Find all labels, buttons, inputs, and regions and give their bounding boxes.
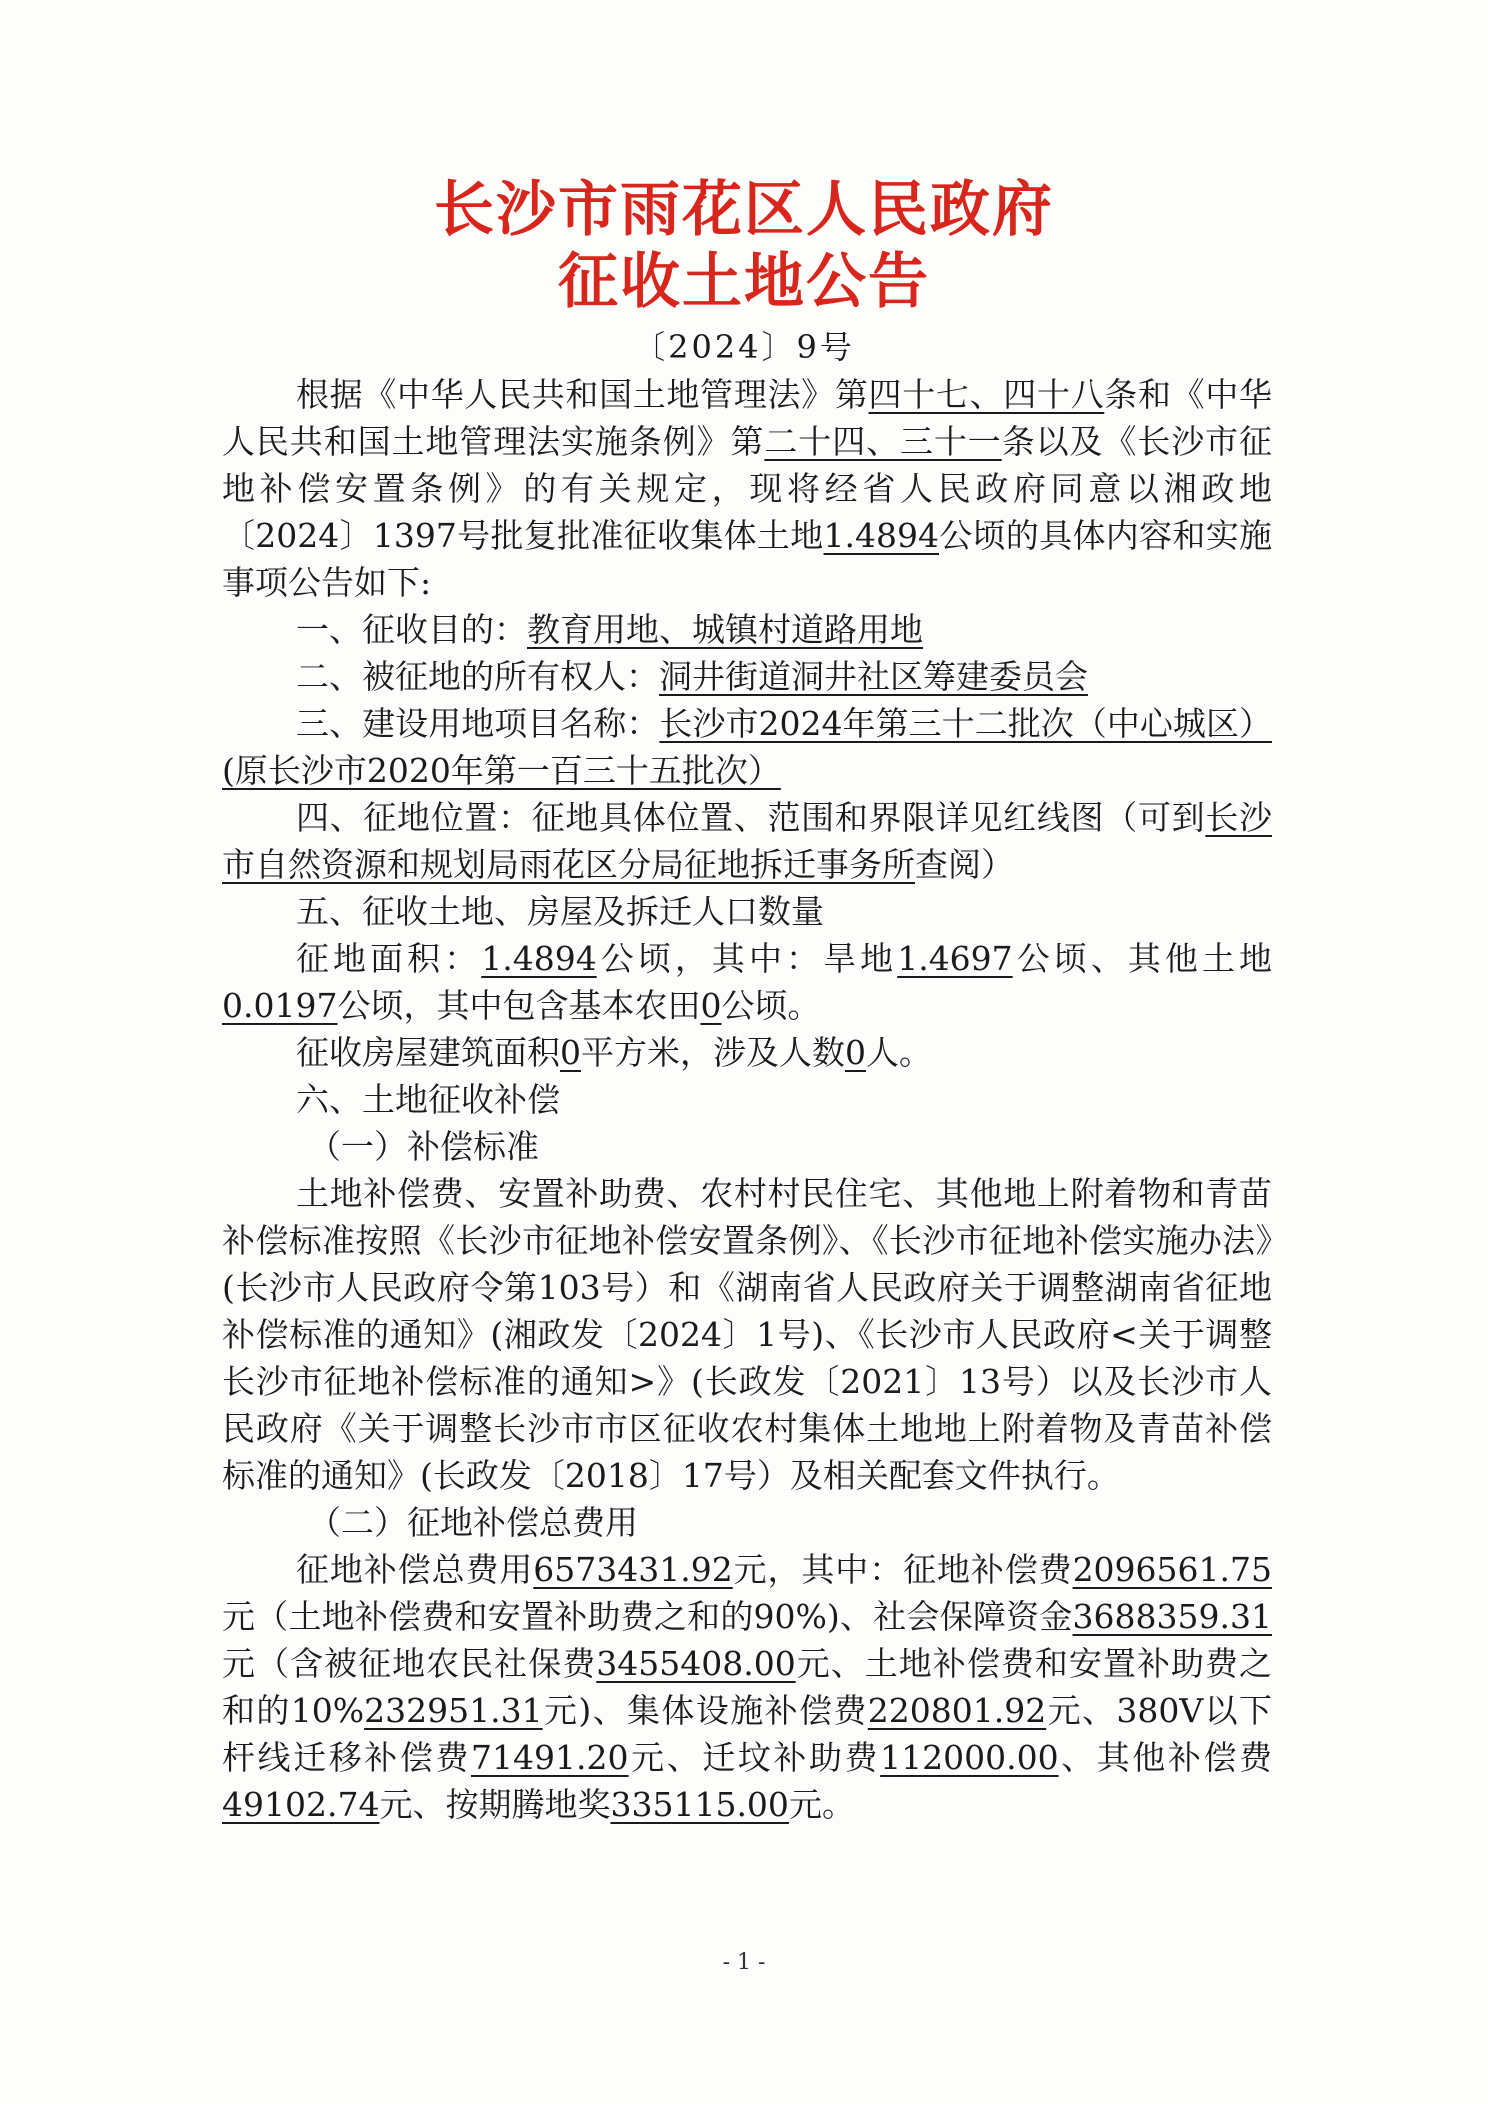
compensation-heading: 六、土地征收补偿 [296, 1080, 560, 1119]
cost-value: 232951.31 [364, 1691, 543, 1730]
houses-value: 0 [560, 1033, 581, 1072]
houses-text: 征收房屋建筑面积 [296, 1033, 560, 1072]
document-title-line1: 长沙市雨花区人民政府 [434, 175, 1054, 245]
area-value: 0 [700, 986, 722, 1025]
cost-value: 3455408.00 [596, 1644, 796, 1683]
item-value: 长沙市2024年第三十二批次（中心城区）(原长沙市2020年第一百三十五批次） [222, 704, 1273, 790]
cost-text: 、其他补偿费 [1058, 1738, 1273, 1777]
cost-text: 元)、集体设施补偿费 [542, 1691, 868, 1730]
item-text: 四、征地位置：征地具体位置、范围和界限详见红线图（可到 [296, 798, 1206, 837]
area-value: 1.4894 [481, 939, 597, 978]
intro-text: 公顷的具体内容和实施事项公告如下: [222, 516, 1273, 602]
houses-paragraph [222, 1029, 1272, 1076]
cost-value: 112000.00 [880, 1738, 1059, 1777]
cost-value: 220801.92 [867, 1691, 1047, 1730]
area-text: 公顷。 [721, 986, 821, 1025]
cost-text: 元、土地补偿费和安置补助费之和的10% [222, 1644, 1273, 1730]
cost-text: 元、380V以下杆线迁移补偿费 [222, 1691, 1272, 1777]
item-project-name [222, 700, 1272, 794]
cost-text: 元（土地补偿费和安置补助费之和的90%)、社会保障资金 [222, 1597, 1073, 1636]
intro-area: 1.4894 [823, 516, 939, 555]
cost-text: 元，其中：征地补偿费 [732, 1550, 1073, 1589]
item-label: 一、征收目的： [296, 610, 527, 649]
standard-paragraph: 土地补偿费、安置补助费、农村村民住宅、其他地上附着物和青苗补偿标准按照《长沙市征地补偿安置条例》、《长沙市征地补偿实施办法》(长沙市人民政府令第103号）和《湖南省人民政府关于调整湖南省征地补偿标准的通知》(湘政发〔2024〕1号)、《长沙市人民政府<关于调整长沙市征地补偿标准的通知>》(长政发〔2021〕13号）以及长沙市人民政府《关于调整长沙市市区征收农村集体土地地上附着物及青苗补偿标准的通知》(长政发〔2018〕17号）及相关配套文件执行。 [222, 1174, 1272, 1495]
area-text: 公顷，其中：旱地 [596, 939, 898, 978]
intro-articles: 二十四、三十一 [764, 422, 1002, 461]
item-purpose [222, 606, 1272, 653]
cost-text: 元。 [788, 1785, 855, 1824]
document-number: 〔2024〕9号 [633, 328, 855, 366]
total-cost-paragraph [222, 1546, 1272, 1828]
cost-text: 元、迁坟补助费 [628, 1738, 881, 1777]
document-title-line2: 征收土地公告 [558, 247, 930, 317]
document-body [222, 371, 1272, 1828]
cost-text: 元、按期腾地奖 [379, 1785, 611, 1824]
intro-text: 条以及《长沙市征地补偿安置条例》的有关规定，现将经省人民政府同意以湘政地〔2024〕1397号批复批准征收集体土地 [222, 422, 1273, 555]
area-text: 公顷，其中包含基本农田 [337, 986, 701, 1025]
intro-text: 条和《中华人民共和国土地管理法实施条例》第 [222, 375, 1273, 461]
page-number: - 1 - [722, 1950, 766, 1975]
intro-paragraph [222, 371, 1272, 606]
houses-text: 人。 [866, 1033, 932, 1072]
cost-value: 6573431.92 [533, 1550, 733, 1589]
item-owner [222, 653, 1272, 700]
area-value: 0.0197 [222, 986, 338, 1025]
intro-articles: 四十七、四十八 [868, 375, 1105, 414]
cost-text: 元（含被征地农民社保费 [222, 1644, 597, 1683]
cost-value: 2096561.75 [1072, 1550, 1273, 1589]
houses-text: 平方米，涉及人数 [581, 1033, 845, 1072]
item-value: 教育用地、城镇村道路用地 [527, 610, 923, 649]
item-value: 长沙市自然资源和规划局雨花区分局征地拆迁事务所 [222, 798, 1273, 884]
land-area-paragraph [222, 935, 1272, 1029]
cost-value: 335115.00 [610, 1785, 789, 1824]
item-label: 三、建设用地项目名称： [296, 704, 660, 743]
intro-text: 根据《中华人民共和国土地管理法》第 [296, 375, 869, 414]
cost-text: 征地补偿总费用 [296, 1550, 534, 1589]
standard-subheading: （一）补偿标准 [308, 1127, 539, 1166]
item-text: 查阅） [915, 845, 1014, 884]
cost-value: 71491.20 [471, 1738, 629, 1777]
item-location [222, 794, 1272, 888]
cost-value: 49102.74 [222, 1785, 380, 1824]
item-value: 洞井街道洞井社区筹建委员会 [659, 657, 1088, 696]
cost-value: 3688359.31 [1072, 1597, 1272, 1636]
item-quantity-heading: 五、征收土地、房屋及拆迁人口数量 [296, 892, 824, 931]
houses-value: 0 [845, 1033, 866, 1072]
area-text: 征地面积： [296, 939, 482, 978]
total-subheading: （二）征地补偿总费用 [308, 1503, 638, 1542]
item-label: 二、被征地的所有权人： [296, 657, 659, 696]
area-value: 1.4697 [897, 939, 1013, 978]
area-text: 公顷、其他土地 [1012, 939, 1273, 978]
